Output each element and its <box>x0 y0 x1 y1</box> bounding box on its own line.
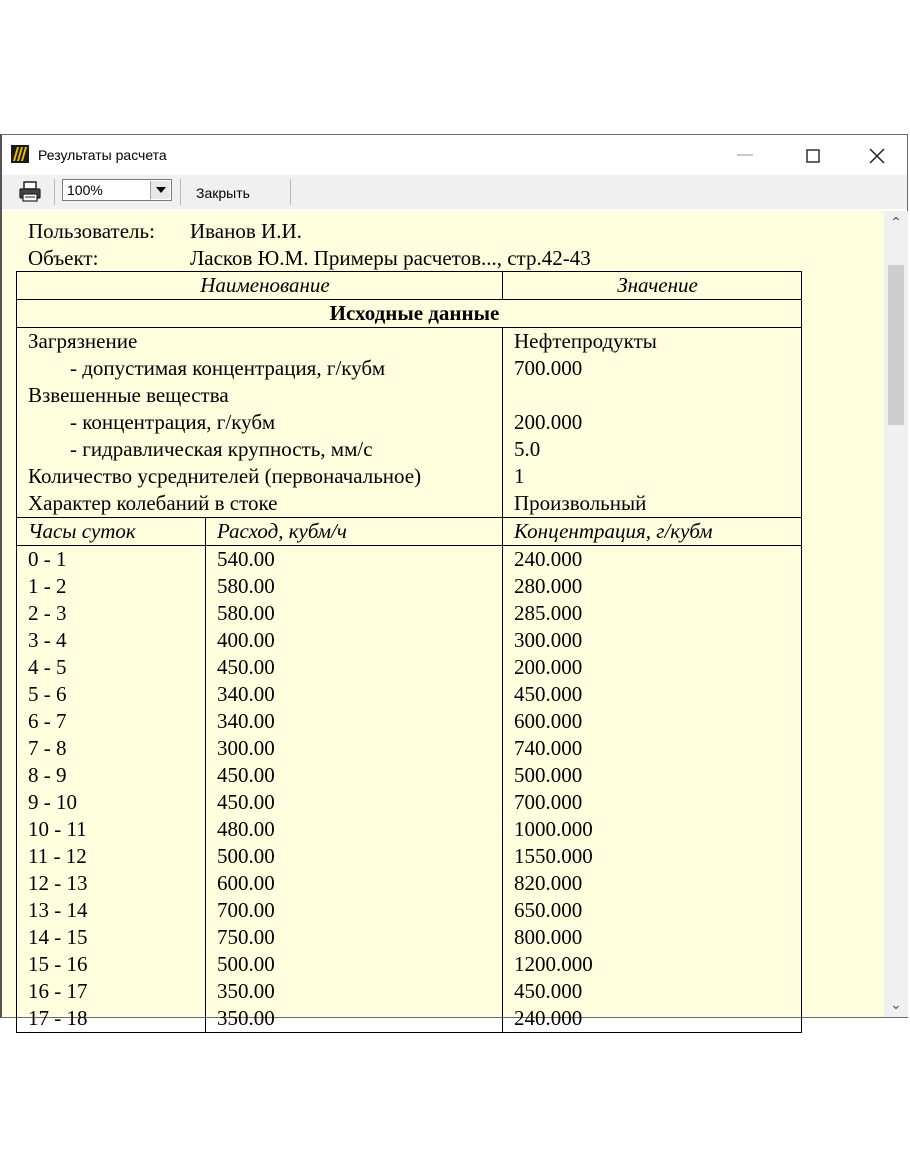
row-concentration: 1200.000 <box>503 951 802 978</box>
param-row <box>17 328 802 356</box>
row-concentration: 240.000 <box>503 1005 802 1033</box>
param-name: - гидравлическая крупность, мм/с <box>70 437 373 461</box>
param-name: - допустимая концентрация, г/кубм <box>70 356 386 380</box>
param-name: Количество усреднителей (первоначальное) <box>28 464 422 488</box>
zoom-select[interactable] <box>62 179 172 201</box>
row-flow: 340.00 <box>206 708 503 735</box>
row-flow: 500.00 <box>206 843 503 870</box>
row-hours: 17 - 18 <box>28 1006 88 1030</box>
param-value <box>503 382 802 409</box>
row-flow: 480.00 <box>206 816 503 843</box>
toolbar-separator <box>54 179 55 205</box>
header-name: Наименование <box>17 272 503 300</box>
section-row <box>17 300 802 328</box>
user-value: Иванов И.И. <box>190 219 302 243</box>
table-row <box>17 789 802 816</box>
row-concentration: 1000.000 <box>503 816 802 843</box>
close-icon <box>869 148 885 164</box>
row-flow: 300.00 <box>206 735 503 762</box>
table-row <box>17 924 802 951</box>
table-row <box>17 654 802 681</box>
row-concentration: 650.000 <box>503 897 802 924</box>
row-concentration: 700.000 <box>503 789 802 816</box>
row-hours: 14 - 15 <box>28 925 88 949</box>
column-hours: Часы суток <box>17 518 206 546</box>
column-concentration: Концентрация, г/кубм <box>503 518 802 546</box>
section-title: Исходные данные <box>17 300 802 328</box>
chevron-down-icon[interactable] <box>150 181 170 199</box>
row-flow: 450.00 <box>206 762 503 789</box>
param-value: 700.000 <box>503 355 802 382</box>
toolbar-separator <box>290 179 291 205</box>
param-row <box>17 409 802 436</box>
row-concentration: 200.000 <box>503 654 802 681</box>
row-concentration: 240.000 <box>503 546 802 574</box>
table-row <box>17 708 802 735</box>
scroll-up-icon[interactable]: ⌃ <box>890 215 902 231</box>
row-concentration: 500.000 <box>503 762 802 789</box>
table-row <box>17 951 802 978</box>
row-hours: 16 - 17 <box>28 979 88 1003</box>
row-hours: 15 - 16 <box>28 952 88 976</box>
table-row <box>17 870 802 897</box>
table-row <box>17 762 802 789</box>
maximize-icon <box>806 149 820 163</box>
table-row <box>17 816 802 843</box>
row-flow: 400.00 <box>206 627 503 654</box>
param-value: 200.000 <box>503 409 802 436</box>
row-hours: 13 - 14 <box>28 898 88 922</box>
print-icon[interactable] <box>16 180 46 204</box>
app-icon <box>11 145 29 163</box>
toolbar-separator <box>180 179 181 205</box>
row-flow: 350.00 <box>206 978 503 1005</box>
row-hours: 4 - 5 <box>28 655 67 679</box>
header-value: Значение <box>503 272 802 300</box>
row-hours: 6 - 7 <box>28 709 67 733</box>
row-flow: 700.00 <box>206 897 503 924</box>
table-row <box>17 897 802 924</box>
param-name: Загрязнение <box>28 329 138 353</box>
column-flow: Расход, кубм/ч <box>206 518 503 546</box>
window-title: Результаты расчета <box>38 147 167 163</box>
zoom-value: 100% <box>67 182 103 198</box>
row-hours: 8 - 9 <box>28 763 67 787</box>
row-flow: 580.00 <box>206 600 503 627</box>
minimize-button[interactable]: — <box>737 146 753 163</box>
row-hours: 5 - 6 <box>28 682 67 706</box>
row-flow: 540.00 <box>206 546 503 574</box>
param-value: Произвольный <box>503 490 802 518</box>
table-row <box>17 843 802 870</box>
row-concentration: 820.000 <box>503 870 802 897</box>
row-hours: 10 - 11 <box>28 817 87 841</box>
row-flow: 450.00 <box>206 654 503 681</box>
param-value: Нефтепродукты <box>503 328 802 356</box>
table-row <box>17 546 802 574</box>
results-table <box>16 271 802 1033</box>
param-row <box>17 382 802 409</box>
row-hours: 3 - 4 <box>28 628 67 652</box>
table-row <box>17 627 802 654</box>
row-concentration: 1550.000 <box>503 843 802 870</box>
param-value: 5.0 <box>503 436 802 463</box>
row-hours: 7 - 8 <box>28 736 67 760</box>
row-flow: 750.00 <box>206 924 503 951</box>
scroll-down-icon[interactable]: ⌄ <box>890 997 902 1013</box>
param-name: Взвешенные вещества <box>28 383 229 407</box>
row-hours: 12 - 13 <box>28 871 88 895</box>
table-row <box>17 978 802 1005</box>
row-flow: 600.00 <box>206 870 503 897</box>
toolbar <box>2 175 907 209</box>
row-concentration: 300.000 <box>503 627 802 654</box>
param-row <box>17 463 802 490</box>
param-row <box>17 490 802 518</box>
row-hours: 9 - 10 <box>28 790 77 814</box>
object-value: Ласков Ю.М. Примеры расчетов..., стр.42-43 <box>190 246 591 270</box>
param-value: 1 <box>503 463 802 490</box>
row-flow: 350.00 <box>206 1005 503 1033</box>
results-window <box>0 134 908 1030</box>
row-flow: 580.00 <box>206 573 503 600</box>
row-concentration: 600.000 <box>503 708 802 735</box>
table-row <box>17 600 802 627</box>
row-flow: 450.00 <box>206 789 503 816</box>
row-flow: 500.00 <box>206 951 503 978</box>
table-row <box>17 735 802 762</box>
param-row <box>17 436 802 463</box>
param-name: - концентрация, г/кубм <box>70 410 276 434</box>
row-concentration: 450.000 <box>503 681 802 708</box>
row-flow: 340.00 <box>206 681 503 708</box>
row-concentration: 280.000 <box>503 573 802 600</box>
row-hours: 0 - 1 <box>28 547 67 571</box>
maximize-button[interactable] <box>790 139 836 171</box>
title-bar <box>2 135 907 175</box>
row-hours: 1 - 2 <box>28 574 67 598</box>
row-concentration: 450.000 <box>503 978 802 1005</box>
table-row <box>17 681 802 708</box>
data-rows <box>17 546 802 1033</box>
table-row <box>17 1005 802 1033</box>
param-row <box>17 355 802 382</box>
table-row <box>17 573 802 600</box>
row-concentration: 740.000 <box>503 735 802 762</box>
close-button[interactable]: Закрыть <box>196 185 250 201</box>
param-name: Характер колебаний в стоке <box>28 491 278 515</box>
row-hours: 2 - 3 <box>28 601 67 625</box>
user-label: Пользователь: <box>28 219 155 243</box>
scrollbar-thumb[interactable] <box>888 265 904 425</box>
report-area <box>2 211 884 1030</box>
row-concentration: 285.000 <box>503 600 802 627</box>
object-label: Объект: <box>28 246 99 270</box>
close-window-button[interactable] <box>854 139 900 171</box>
table-header <box>17 272 802 300</box>
row-concentration: 800.000 <box>503 924 802 951</box>
column-header-row <box>17 518 802 546</box>
vertical-scrollbar[interactable] <box>884 211 908 1017</box>
row-hours: 11 - 12 <box>28 844 87 868</box>
